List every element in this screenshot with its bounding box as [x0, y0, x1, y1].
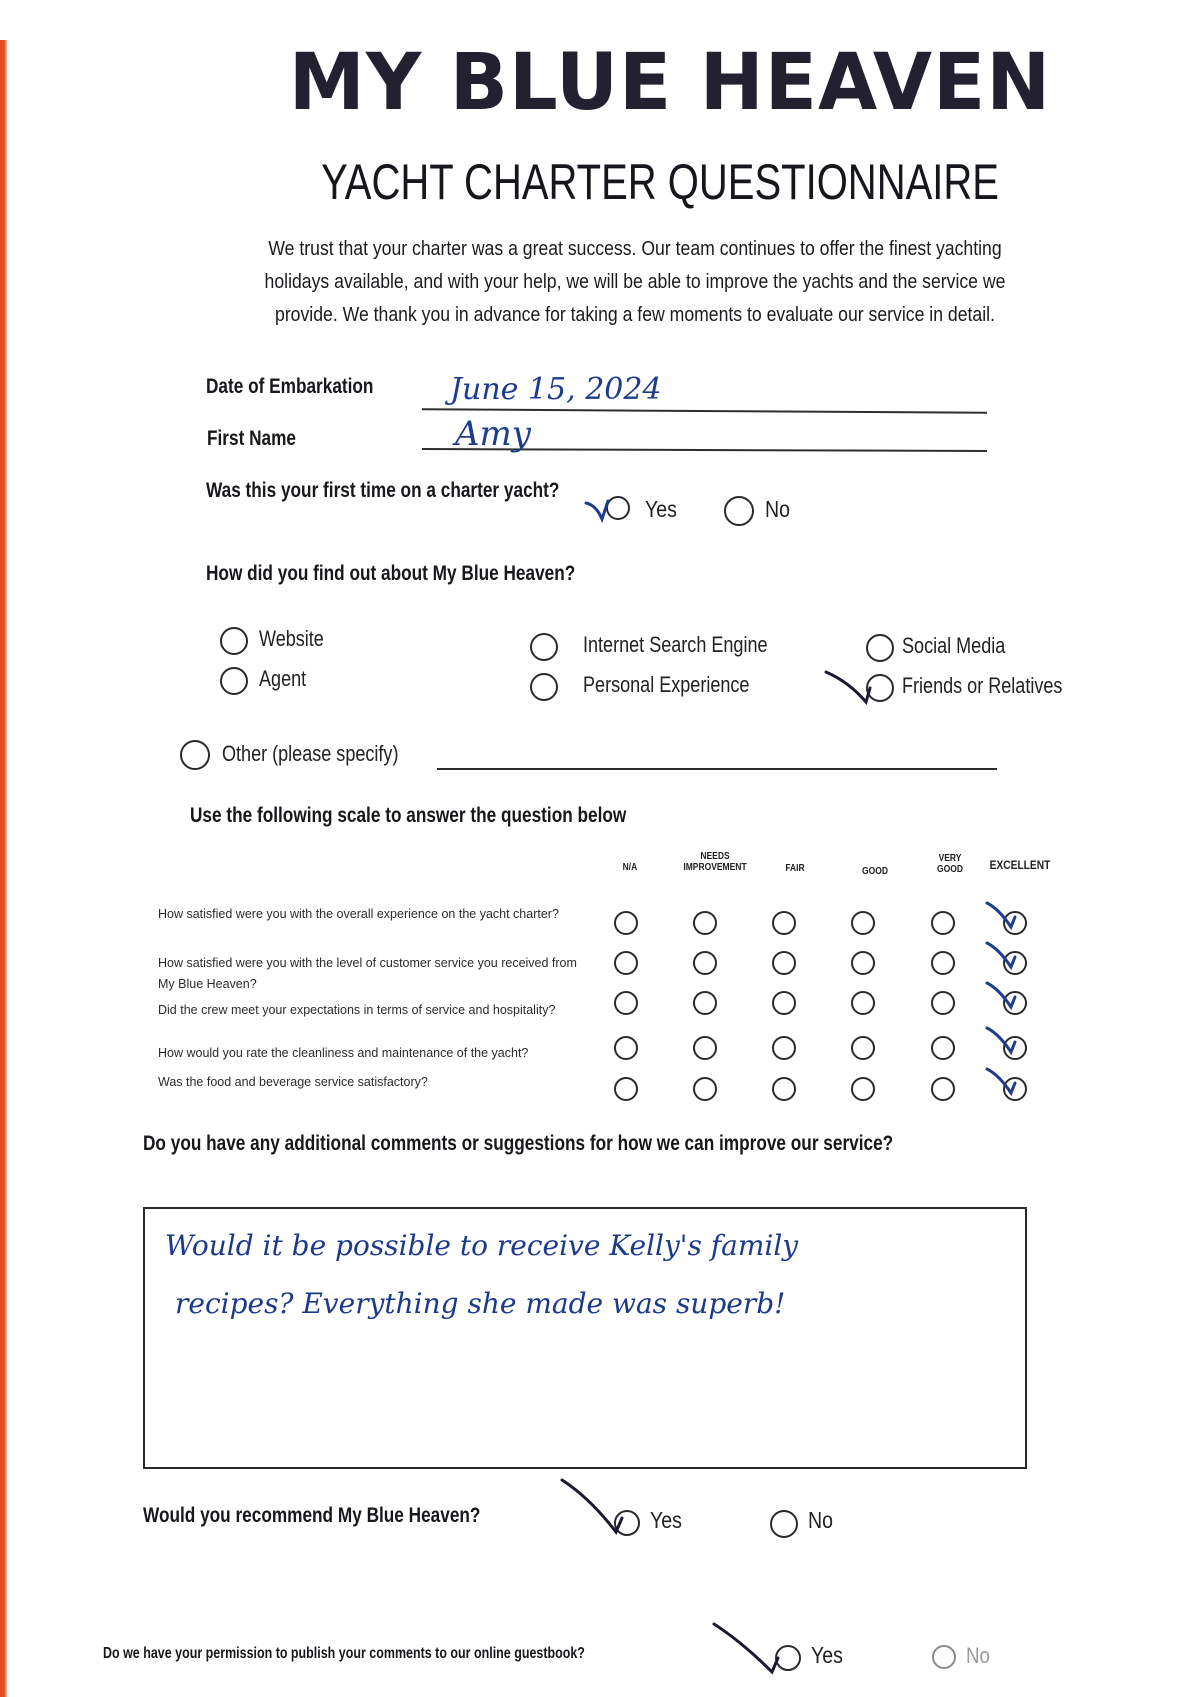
rating-radio-needs-improvement[interactable] [693, 951, 717, 975]
checkmark-icon [712, 1622, 792, 1682]
rating-radio-good[interactable] [851, 1036, 875, 1060]
checkmark-icon [985, 979, 1031, 1019]
permission-no-radio[interactable] [932, 1645, 956, 1669]
rating-radio-fair[interactable] [772, 951, 796, 975]
rating-radio-needs-improvement[interactable] [693, 1036, 717, 1060]
rating-radio-good[interactable] [851, 911, 875, 935]
permission-question: Do we have your permission to publish your comments to our online guestbook? [103, 1645, 585, 1662]
rating-radio-good[interactable] [851, 991, 875, 1015]
rating-radio-n-a[interactable] [614, 951, 638, 975]
checkmark-icon [584, 497, 624, 527]
recommend-no-radio[interactable] [770, 1510, 798, 1538]
form-subtitle: YACHT CHARTER QUESTIONNAIRE [321, 154, 999, 210]
first-time-question: Was this your first time on a charter yacht? [206, 479, 560, 502]
comment-text-line-1: Would it be possible to receive Kelly's family [165, 1229, 799, 1262]
source-question: How did you find out about My Blue Heaven? [206, 562, 576, 585]
source-website-radio[interactable] [220, 627, 248, 655]
scale-header-good: GOOD [862, 866, 888, 877]
comment-text-line-2: recipes? Everything she made was superb! [175, 1287, 786, 1320]
first-time-no-label: No [765, 496, 790, 522]
recommend-no-label: No [808, 1507, 833, 1533]
rating-radio-very-good[interactable] [931, 911, 955, 935]
rating-radio-n-a[interactable] [614, 911, 638, 935]
rating-question: How satisfied were you with the overall experience on the yacht charter? [158, 907, 559, 921]
date-input[interactable]: June 15, 2024 [450, 372, 662, 407]
intro-paragraph: We trust that your charter was a great success. Our team continues to offer the finest yachting holidays available, and with your help, we will be able to improve the yachts and the service we provide. We thank you in advance for taking a few moments to evaluate our service in detail. [264, 237, 1006, 326]
rating-radio-needs-improvement[interactable] [693, 1077, 717, 1101]
rating-radio-very-good[interactable] [931, 991, 955, 1015]
scale-header-excellent: EXCELLENT [989, 858, 1051, 872]
rating-question: How would you rate the cleanliness and maintenance of the yacht? [158, 1046, 529, 1060]
checkmark-icon [560, 1478, 640, 1538]
rating-radio-n-a[interactable] [614, 1036, 638, 1060]
rating-question: How satisfied were you with the level of customer service you received from My Blue Heaven? [158, 956, 577, 991]
rating-radio-very-good[interactable] [931, 951, 955, 975]
rating-radio-fair[interactable] [772, 1036, 796, 1060]
source-friends-label: Friends or Relatives [902, 673, 1063, 698]
source-agent-radio[interactable] [220, 667, 248, 695]
rating-radio-fair[interactable] [772, 991, 796, 1015]
brand-title: MY BLUE HEAVEN [288, 38, 1052, 128]
checkmark-icon [985, 939, 1031, 979]
source-search-engine-label: Internet Search Engine [583, 632, 768, 657]
rating-question: Did the crew meet your expectations in terms of service and hospitality? [158, 1003, 556, 1017]
recommend-question: Would you recommend My Blue Heaven? [143, 1504, 481, 1527]
source-other-radio[interactable] [180, 740, 210, 770]
checkmark-icon [985, 899, 1031, 939]
date-underline [422, 408, 987, 413]
rating-radio-n-a[interactable] [614, 991, 638, 1015]
scale-instruction: Use the following scale to answer the question below [190, 804, 627, 827]
source-website-label: Website [259, 626, 324, 651]
scale-header-needs-improvement: NEEDS IMPROVEMENT [683, 851, 747, 873]
checkmark-icon [985, 1065, 1031, 1105]
scale-header-very-good: VERY GOOD [937, 853, 963, 875]
rating-radio-good[interactable] [851, 1077, 875, 1101]
source-agent-label: Agent [259, 666, 307, 691]
permission-yes-label: Yes [811, 1642, 843, 1668]
rating-question: Was the food and beverage service satisfactory? [158, 1075, 428, 1089]
source-other-label: Other (please specify) [222, 741, 399, 766]
rating-radio-fair[interactable] [772, 1077, 796, 1101]
comments-textarea[interactable] [143, 1207, 1027, 1469]
name-input[interactable]: Amy [455, 414, 532, 454]
rating-radio-good[interactable] [851, 951, 875, 975]
date-label: Date of Embarkation [206, 375, 374, 398]
name-label: First Name [207, 427, 297, 450]
rating-radio-n-a[interactable] [614, 1077, 638, 1101]
permission-no-label: No [966, 1643, 990, 1668]
source-personal-radio[interactable] [530, 673, 558, 701]
source-social-media-label: Social Media [902, 633, 1006, 658]
scale-header-na: N/A [622, 862, 638, 873]
source-personal-label: Personal Experience [583, 672, 750, 697]
rating-radio-fair[interactable] [772, 911, 796, 935]
comments-question: Do you have any additional comments or suggestions for how we can improve our service? [143, 1132, 894, 1155]
rating-radio-very-good[interactable] [931, 1036, 955, 1060]
source-search-engine-radio[interactable] [530, 633, 558, 661]
paper-edge-stripe [0, 40, 7, 1697]
source-other-input[interactable] [437, 768, 997, 770]
rating-radio-very-good[interactable] [931, 1077, 955, 1101]
checkmark-icon [824, 668, 884, 708]
first-time-yes-label: Yes [645, 496, 677, 522]
rating-radio-needs-improvement[interactable] [693, 991, 717, 1015]
scale-header-fair: FAIR [785, 863, 805, 874]
source-social-media-radio[interactable] [866, 634, 894, 662]
first-time-no-radio[interactable] [724, 496, 754, 526]
checkmark-icon [985, 1024, 1031, 1064]
rating-radio-needs-improvement[interactable] [693, 911, 717, 935]
recommend-yes-label: Yes [650, 1507, 682, 1533]
